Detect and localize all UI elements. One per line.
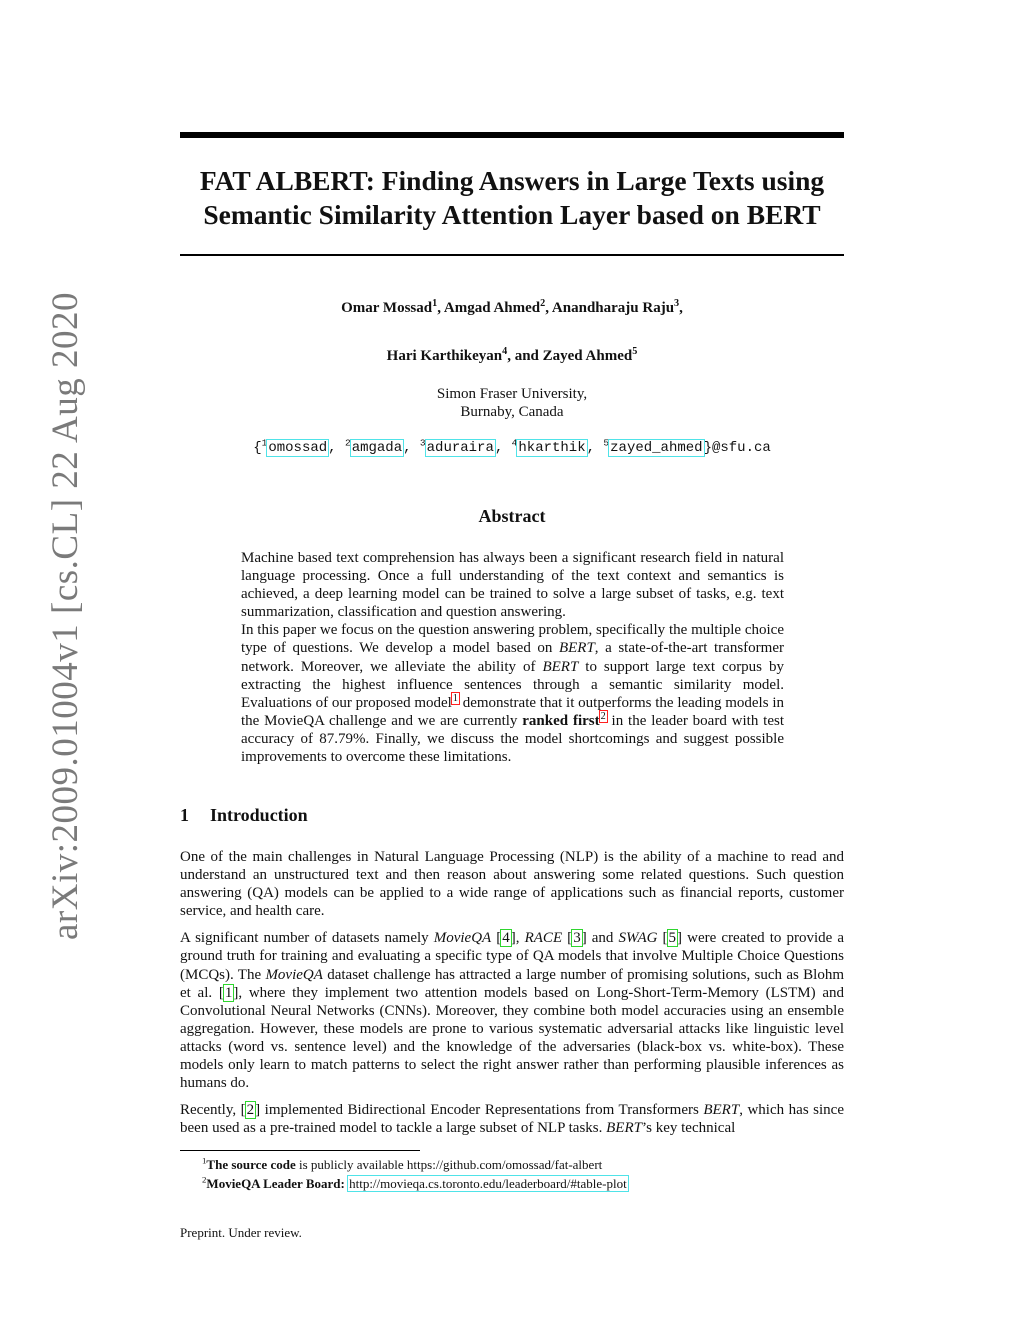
email-link-amgada[interactable]: amgada [351, 440, 403, 456]
footnote-number: 2 [202, 1174, 207, 1185]
email-link-aduraira[interactable]: aduraira [426, 440, 494, 456]
email-number: 1 [261, 437, 268, 449]
affiliation-line-1: Simon Fraser University, [436, 386, 588, 402]
text: in the leader board with test accuracy of 87.79%. Finally, we discuss the model shortcomings and suggest possible improvements to overcome these limitations. [241, 712, 785, 766]
emph-bert: BERT [703, 1102, 740, 1119]
footnote-number: 1 [202, 1155, 207, 1166]
footnote-bold: The source code [206, 1157, 296, 1172]
text: were created to provide a ground truth for training and evaluating a specific type of QA models that involve Multiple Choice Questions (MCQs). The [180, 930, 845, 983]
section-title: Introduction [210, 805, 308, 825]
preprint-footer: Preprint. Under review. [180, 1225, 302, 1240]
text: implemented Bidirectional Encoder Representations from Transformers [260, 1102, 704, 1119]
text: , which has since been used as a pre-trained model to tackle a large subset of NLP tasks. [180, 1102, 844, 1137]
text: , a state-of-the-art transformer network. Moreover, we alleviate the ability of [241, 640, 784, 675]
footnote-rule [180, 1150, 420, 1151]
email-number: 5 [603, 437, 610, 449]
author-name: Anandharaju Raju [551, 300, 675, 316]
email-brace-open: { [253, 440, 262, 456]
email-domain: }@sfu.ca [703, 440, 771, 456]
introduction-body [180, 848, 844, 1146]
section-number: 1 [180, 805, 189, 825]
email-list: {$^1$omossad, $^2$amgada, $^3$aduraira, $^4$hkarthik, $^5$zayed_ahmed}@sfu.ca [253, 437, 771, 456]
email-number: 2 [344, 437, 351, 449]
leaderboard-link[interactable]: http://movieqa.cs.toronto.edu/leaderboard/#table-plot [349, 1176, 627, 1191]
author-line-2: Hari Karthikeyan$^4$, and Zayed Ahmed$^5$ [386, 346, 638, 364]
footnote-2 [180, 1175, 844, 1193]
text: A significant number of datasets namely [180, 930, 434, 947]
citation-link[interactable]: 1 [224, 984, 233, 1001]
dataset-name: MovieQA [265, 966, 323, 983]
email-link-omossad[interactable]: omossad [268, 440, 328, 456]
email-number: 4 [511, 437, 518, 449]
text: In this paper we focus on the question answering problem, specifically the multiple choice type of questions. We develop a model based on [241, 622, 784, 657]
citation-link[interactable]: 4 [502, 930, 510, 947]
author-superscript: 3 [674, 298, 680, 309]
emph-bert: BERT [542, 658, 579, 675]
paper-title [160, 164, 864, 232]
emph-bert: BERT [606, 1120, 642, 1137]
author-conjunction: and [514, 348, 539, 364]
author-superscript: 4 [502, 346, 508, 357]
abstract-heading: Abstract [478, 506, 546, 526]
author-name: Omar Mossad [341, 300, 433, 316]
dataset-name: RACE [524, 930, 563, 947]
author-superscript: 5 [632, 346, 638, 357]
intro-paragraph-3: Recently, [2] implemented Bidirectional Encoder Representations from Transformers BERT, which has since been used as a pre-trained model to tackle a large subset of NLP tasks. BERT’s key technical [180, 1102, 844, 1137]
author-line-1: Omar Mossad$^1$, Amgad Ahmed$^2$, Anandharaju Raju$^3$, [341, 298, 683, 316]
text: demonstrate that it outperforms the leading models in the MovieQA challenge and we are currently [241, 694, 784, 729]
author-superscript: 1 [432, 298, 438, 309]
text: to support large text corpus by extracting the highest influence sentences through a semantic similarity model. Evaluations of our proposed model [241, 658, 784, 711]
text: , where they implement two attention models based on Long-Short-Term-Memory (LSTM) and Convolutional Neural Networks (CNNs). Moreover, they combine both model accuracies using an ensemble aggregation. However, these models are prone to various systematic adversarial attacks like linguistic level attacks (word vs. sentence level) and the knowledge of the adversaries (black-box vs. white-box). These models only learn to match patterns to select the right answer rather than performing plausible inferences as humans do. [180, 984, 844, 1092]
abstract-body [241, 549, 784, 766]
text: Recently, [180, 1102, 241, 1119]
email-number: 3 [419, 437, 426, 449]
footnote-ref-2[interactable]: 2 [600, 710, 606, 722]
abstract-paragraph-1: Machine based text comprehension has always been a significant research field in natural language processing. Once a full understanding of the text context and semantics is achieved, a deep learning model can be trained to solve a large subset of tasks, e.g. text summarization, classification and question answering. [241, 550, 784, 621]
dataset-name: SWAG [618, 930, 658, 947]
arxiv-sidebar-stamp: arXiv:2009.01004v1 [cs.CL] 22 Aug 2020 [45, 292, 86, 940]
ranked-first: ranked first [522, 712, 600, 729]
author-name: Amgad Ahmed [443, 300, 541, 316]
author-superscript: 2 [540, 298, 546, 309]
affiliation-line-2: Burnaby, Canada [460, 404, 564, 420]
email-link-hkarthik[interactable]: hkarthik [518, 440, 586, 456]
title-line-1: FAT ALBERT: Finding Answers in Large Texts using [199, 165, 825, 196]
title-line-2: Semantic Similarity Attention Layer based on BERT [203, 199, 821, 230]
footnote-text: is publicly available https://github.com/omossad/fat-albert [295, 1157, 603, 1172]
email-link-zayed-ahmed[interactable]: zayed_ahmed [610, 440, 703, 456]
affiliation [180, 385, 844, 421]
footnote-1 [180, 1156, 844, 1174]
intro-paragraph-2: A significant number of datasets namely MovieQA [4], RACE [3] and SWAG [5] were created to provide a ground truth for training and evaluating a specific type of QA models that involve Multiple Choice Questions (MCQs). The MovieQA dataset challenge has attracted a large number of promising solutions, such as Blohm et al. [1], where they implement two attention models based on Long-Short-Term-Memory (LSTM) and Convolutional Neural Networks (CNNs). Moreover, they combine both model accuracies using an ensemble aggregation. However, these models are prone to various systematic adversarial attacks like linguistic level attacks (word vs. sentence level) and the knowledge of the adversaries (black-box vs. white-box). These models only learn to match patterns to select the right answer rather than performing plausible inferences as humans do. [180, 930, 845, 1092]
citation-link[interactable]: 5 [668, 930, 677, 947]
citation-link[interactable]: 2 [246, 1102, 255, 1119]
text: ’s key technical [641, 1120, 736, 1137]
intro-paragraph-1: One of the main challenges in Natural Language Processing (NLP) is the ability of a machine to read and understand an unstructured text and then reason about answering some related questions. Such question answering (QA) models can be applied to a wide range of applications such as financial reports, customer service, and health care. [180, 849, 844, 920]
emph-bert: BERT [558, 640, 595, 657]
footnote-ref-1[interactable]: 1 [452, 692, 458, 704]
abstract-paragraph-2 [241, 621, 784, 766]
author-name: Zayed Ahmed [542, 348, 633, 364]
citation-link[interactable]: 3 [573, 930, 581, 947]
author-name: Hari Karthikeyan [386, 348, 503, 364]
title-bottom-rule [180, 254, 844, 256]
footnote-bold: MovieQA Leader Board: [206, 1176, 345, 1191]
text: dataset challenge has attracted a large number of promising solutions, such as Blohm et al. [180, 966, 844, 1001]
title-top-rule [180, 132, 844, 138]
section-heading-introduction [180, 805, 308, 826]
dataset-name: MovieQA [433, 930, 492, 947]
text: and [591, 930, 614, 947]
